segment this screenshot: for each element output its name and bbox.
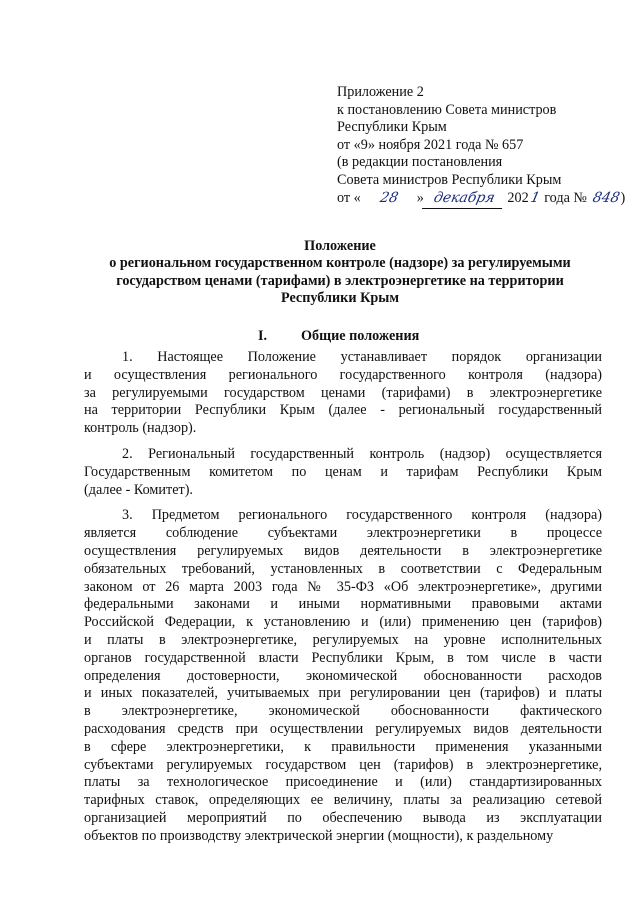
appendix-line: к постановлению Совета министров xyxy=(337,101,557,118)
amendment-year-prefix: 202 xyxy=(507,189,529,206)
paragraph-line: 2. Региональный государственный контроль (надзор) осуществляется xyxy=(122,445,602,462)
paragraph-line: Российской Федерации, к установлению и (или) применению цен (тарифов) xyxy=(84,614,602,631)
handwritten-year-digit: 1 xyxy=(528,189,541,206)
paragraph-line: в сфере электроэнергетики, к правильности применения указанными xyxy=(84,738,602,755)
appendix-line: Приложение 2 xyxy=(337,84,424,100)
paragraph-line: обязательных требований, установленных в соответствии с Федеральным xyxy=(84,560,602,577)
appendix-block xyxy=(337,84,626,208)
paragraph-line: 3. Предметом регионального государственного контроля (надзора) xyxy=(122,507,602,524)
paragraph-line: и платы в электроэнергетике, регулируемых на уровне исполнительных xyxy=(84,631,602,648)
paragraph-line: платы за технологическое присоединение и (или) стандартизированных xyxy=(84,774,602,791)
paragraph-line: субъектами регулируемых государством цен (тарифов) в электроэнергетике, xyxy=(84,756,602,773)
title-line: Положение xyxy=(304,238,376,254)
paragraph-line: является соблюдение субъектами электроэнергетики в процессе xyxy=(84,525,602,542)
paragraph-line: на территории Республики Крым (далее - региональный государственный xyxy=(84,402,602,419)
handwritten-day: 28 xyxy=(378,189,400,206)
title-line: Республики Крым xyxy=(280,290,400,307)
appendix-line: от «9» ноября 2021 года № 657 xyxy=(337,136,524,153)
title-line: государством ценами (тарифами) в электроэнергетике на территории xyxy=(116,272,564,289)
paragraph-line: Государственным комитетом по ценам и тарифам Республики Крым xyxy=(84,463,602,480)
amendment-prefix: от « xyxy=(337,189,361,206)
amendment-close: ) xyxy=(620,189,626,206)
paragraph-line: и иных показателей, учитываемых при регулировании цен (тарифов) и платы xyxy=(84,685,602,702)
paragraph-line: контроль (надзор). xyxy=(84,420,197,437)
amendment-sep: » xyxy=(416,189,424,206)
paragraph-line: 1. Настоящее Положение устанавливает порядок организации xyxy=(122,349,602,365)
document-title xyxy=(80,238,600,308)
paragraph-line: объектов по производству электрической энергии (мощности), к раздельному xyxy=(84,827,554,844)
paragraph xyxy=(84,446,602,499)
paragraph-line: в электроэнергетике, экономической обоснованности фактического xyxy=(84,703,602,720)
handwritten-month: декабря xyxy=(422,190,506,209)
paragraph xyxy=(84,507,602,845)
amendment-date-line xyxy=(337,189,626,209)
amendment-year-suffix: года № xyxy=(540,189,591,206)
paragraph-line: органов государственной власти Республики Крым, в том числе в части xyxy=(84,649,602,666)
paragraph-line: законом от 26 марта 2003 года № 35-ФЗ «Об электроэнергетике», другими xyxy=(84,578,602,595)
section-title: Общие положения xyxy=(301,328,420,344)
body-text xyxy=(84,349,602,854)
handwritten-number: 848 xyxy=(590,189,621,206)
paragraph-line: тарифных ставок, определяющих ее величину, платы за реализацию сетевой xyxy=(84,792,602,809)
appendix-line: (в редакции постановления xyxy=(337,154,503,171)
section-number: I. xyxy=(258,328,268,344)
paragraph-line: осуществления регулируемых видов деятельности в электроэнергетике xyxy=(84,542,602,559)
appendix-line: Республики Крым xyxy=(337,119,447,136)
paragraph-line: федеральными законами и иными нормативными правовыми актами xyxy=(84,596,602,613)
paragraph-line: (далее - Комитет). xyxy=(84,481,193,498)
paragraph-line: и осуществления регионального государственного контроля (надзора) xyxy=(84,366,602,383)
paragraph-line: организацией мероприятий по обеспечению вывода из эксплуатации xyxy=(84,809,602,826)
paragraph-line: определения достоверности, экономической обоснованности расходов xyxy=(84,667,602,684)
paragraph-line: расходования средств при осуществлении регулируемых видов деятельности xyxy=(84,720,602,737)
title-line: о региональном государственном контроле (надзоре) за регулируемыми xyxy=(109,255,571,272)
paragraph-line: за регулируемыми государством ценами (тарифами) в электроэнергетике xyxy=(84,384,602,401)
paragraph xyxy=(84,349,602,438)
appendix-line: Совета министров Республики Крым xyxy=(337,171,562,188)
